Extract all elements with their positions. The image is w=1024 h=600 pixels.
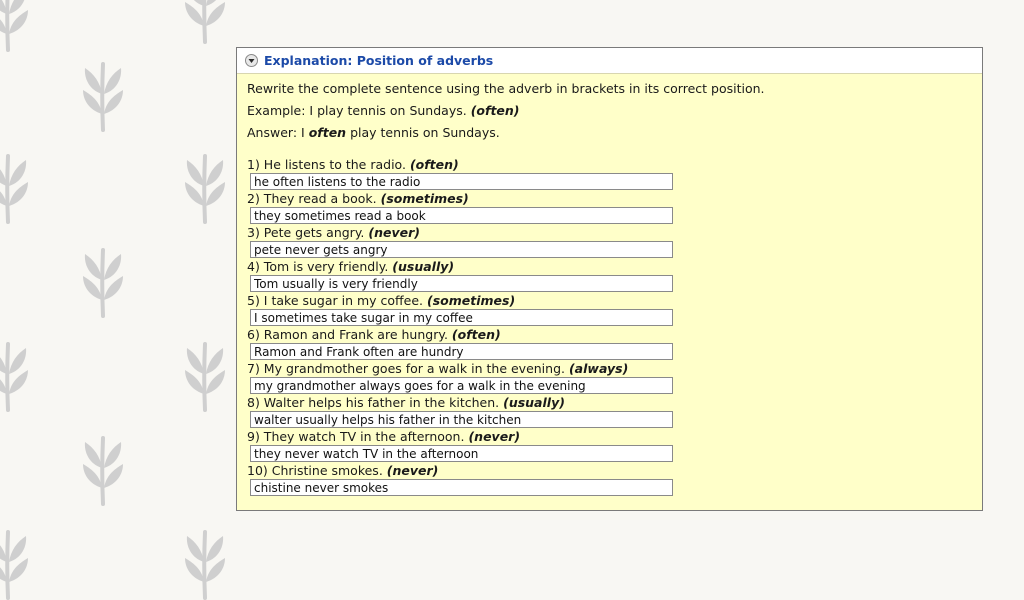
answer-input[interactable] xyxy=(250,411,673,428)
panel-header[interactable] xyxy=(237,48,982,74)
leaf-decoration-icon xyxy=(81,434,125,506)
leaf-decoration-icon xyxy=(183,0,227,44)
question-adverb: (never) xyxy=(368,225,420,240)
answer-input[interactable] xyxy=(250,207,673,224)
answer-example-prefix: Answer: I xyxy=(247,125,305,140)
exercise-item xyxy=(247,462,972,496)
question-text: 10) Christine smokes. xyxy=(247,463,383,478)
question-adverb: (sometimes) xyxy=(380,191,469,206)
exercise-question xyxy=(247,326,972,343)
question-adverb: (sometimes) xyxy=(427,293,516,308)
question-text: 3) Pete gets angry. xyxy=(247,225,365,240)
question-adverb: (never) xyxy=(468,429,521,444)
leaf-decoration-icon xyxy=(183,528,227,600)
answer-input[interactable] xyxy=(250,173,673,190)
question-text: 7) My grandmother goes for a walk in the evening. xyxy=(247,361,565,376)
example-line xyxy=(247,100,972,122)
answer-input[interactable] xyxy=(250,377,673,394)
leaf-decoration-icon xyxy=(183,340,227,412)
triangle-down-icon[interactable] xyxy=(245,54,258,67)
question-text: 6) Ramon and Frank are hungry. xyxy=(247,327,448,342)
exercise-question xyxy=(247,462,972,479)
answer-input[interactable] xyxy=(250,275,673,292)
answer-input[interactable] xyxy=(250,445,673,462)
exercise-question xyxy=(247,224,972,241)
question-adverb: (always) xyxy=(568,361,629,376)
leaf-decoration-icon xyxy=(0,340,30,412)
question-adverb: (usually) xyxy=(503,395,565,410)
question-adverb: (usually) xyxy=(392,259,455,274)
panel-title: Explanation: Position of adverbs xyxy=(264,53,494,68)
leaf-decoration-icon xyxy=(0,152,30,224)
leaf-decoration-icon xyxy=(0,528,30,600)
answer-example-line xyxy=(247,122,972,144)
question-adverb: (never) xyxy=(386,463,439,478)
question-text: 9) They watch TV in the afternoon. xyxy=(247,429,465,444)
exercise-item xyxy=(247,224,972,258)
exercise-item xyxy=(247,258,972,292)
exercise-list xyxy=(247,156,972,496)
leaf-decoration-icon xyxy=(183,152,227,224)
exercise-item xyxy=(247,360,972,394)
question-adverb: (often) xyxy=(451,327,501,342)
exercise-question xyxy=(247,156,972,173)
exercise-question xyxy=(247,292,972,309)
question-text: 5) I take sugar in my coffee. xyxy=(247,293,424,308)
example-adverb: (often) xyxy=(470,103,520,118)
exercise-question xyxy=(247,190,972,207)
exercise-item xyxy=(247,190,972,224)
leaf-decoration-icon xyxy=(81,246,125,318)
leaf-decoration-icon xyxy=(0,0,30,52)
exercise-question xyxy=(247,394,972,411)
question-text: 4) Tom is very friendly. xyxy=(247,259,389,274)
answer-input[interactable] xyxy=(250,309,673,326)
panel-content xyxy=(237,74,982,496)
example-text: Example: I play tennis on Sundays. xyxy=(247,103,467,118)
question-text: 1) He listens to the radio. xyxy=(247,157,406,172)
instruction-text: Rewrite the complete sentence using the adverb in brackets in its correct position. xyxy=(247,81,765,96)
exercise-panel xyxy=(236,47,983,511)
exercise-question xyxy=(247,428,972,445)
exercise-item xyxy=(247,326,972,360)
answer-input[interactable] xyxy=(250,479,673,496)
question-text: 2) They read a book. xyxy=(247,191,377,206)
leaf-decoration-icon xyxy=(81,60,125,132)
exercise-item xyxy=(247,428,972,462)
question-text: 8) Walter helps his father in the kitchen. xyxy=(247,395,500,410)
exercise-item xyxy=(247,292,972,326)
exercise-question xyxy=(247,360,972,377)
answer-input[interactable] xyxy=(250,343,673,360)
exercise-item xyxy=(247,394,972,428)
question-adverb: (often) xyxy=(409,157,459,172)
answer-input[interactable] xyxy=(250,241,673,258)
answer-example-suffix: play tennis on Sundays. xyxy=(350,125,500,140)
exercise-question xyxy=(247,258,972,275)
answer-example-adverb: often xyxy=(308,125,347,140)
exercise-item xyxy=(247,156,972,190)
